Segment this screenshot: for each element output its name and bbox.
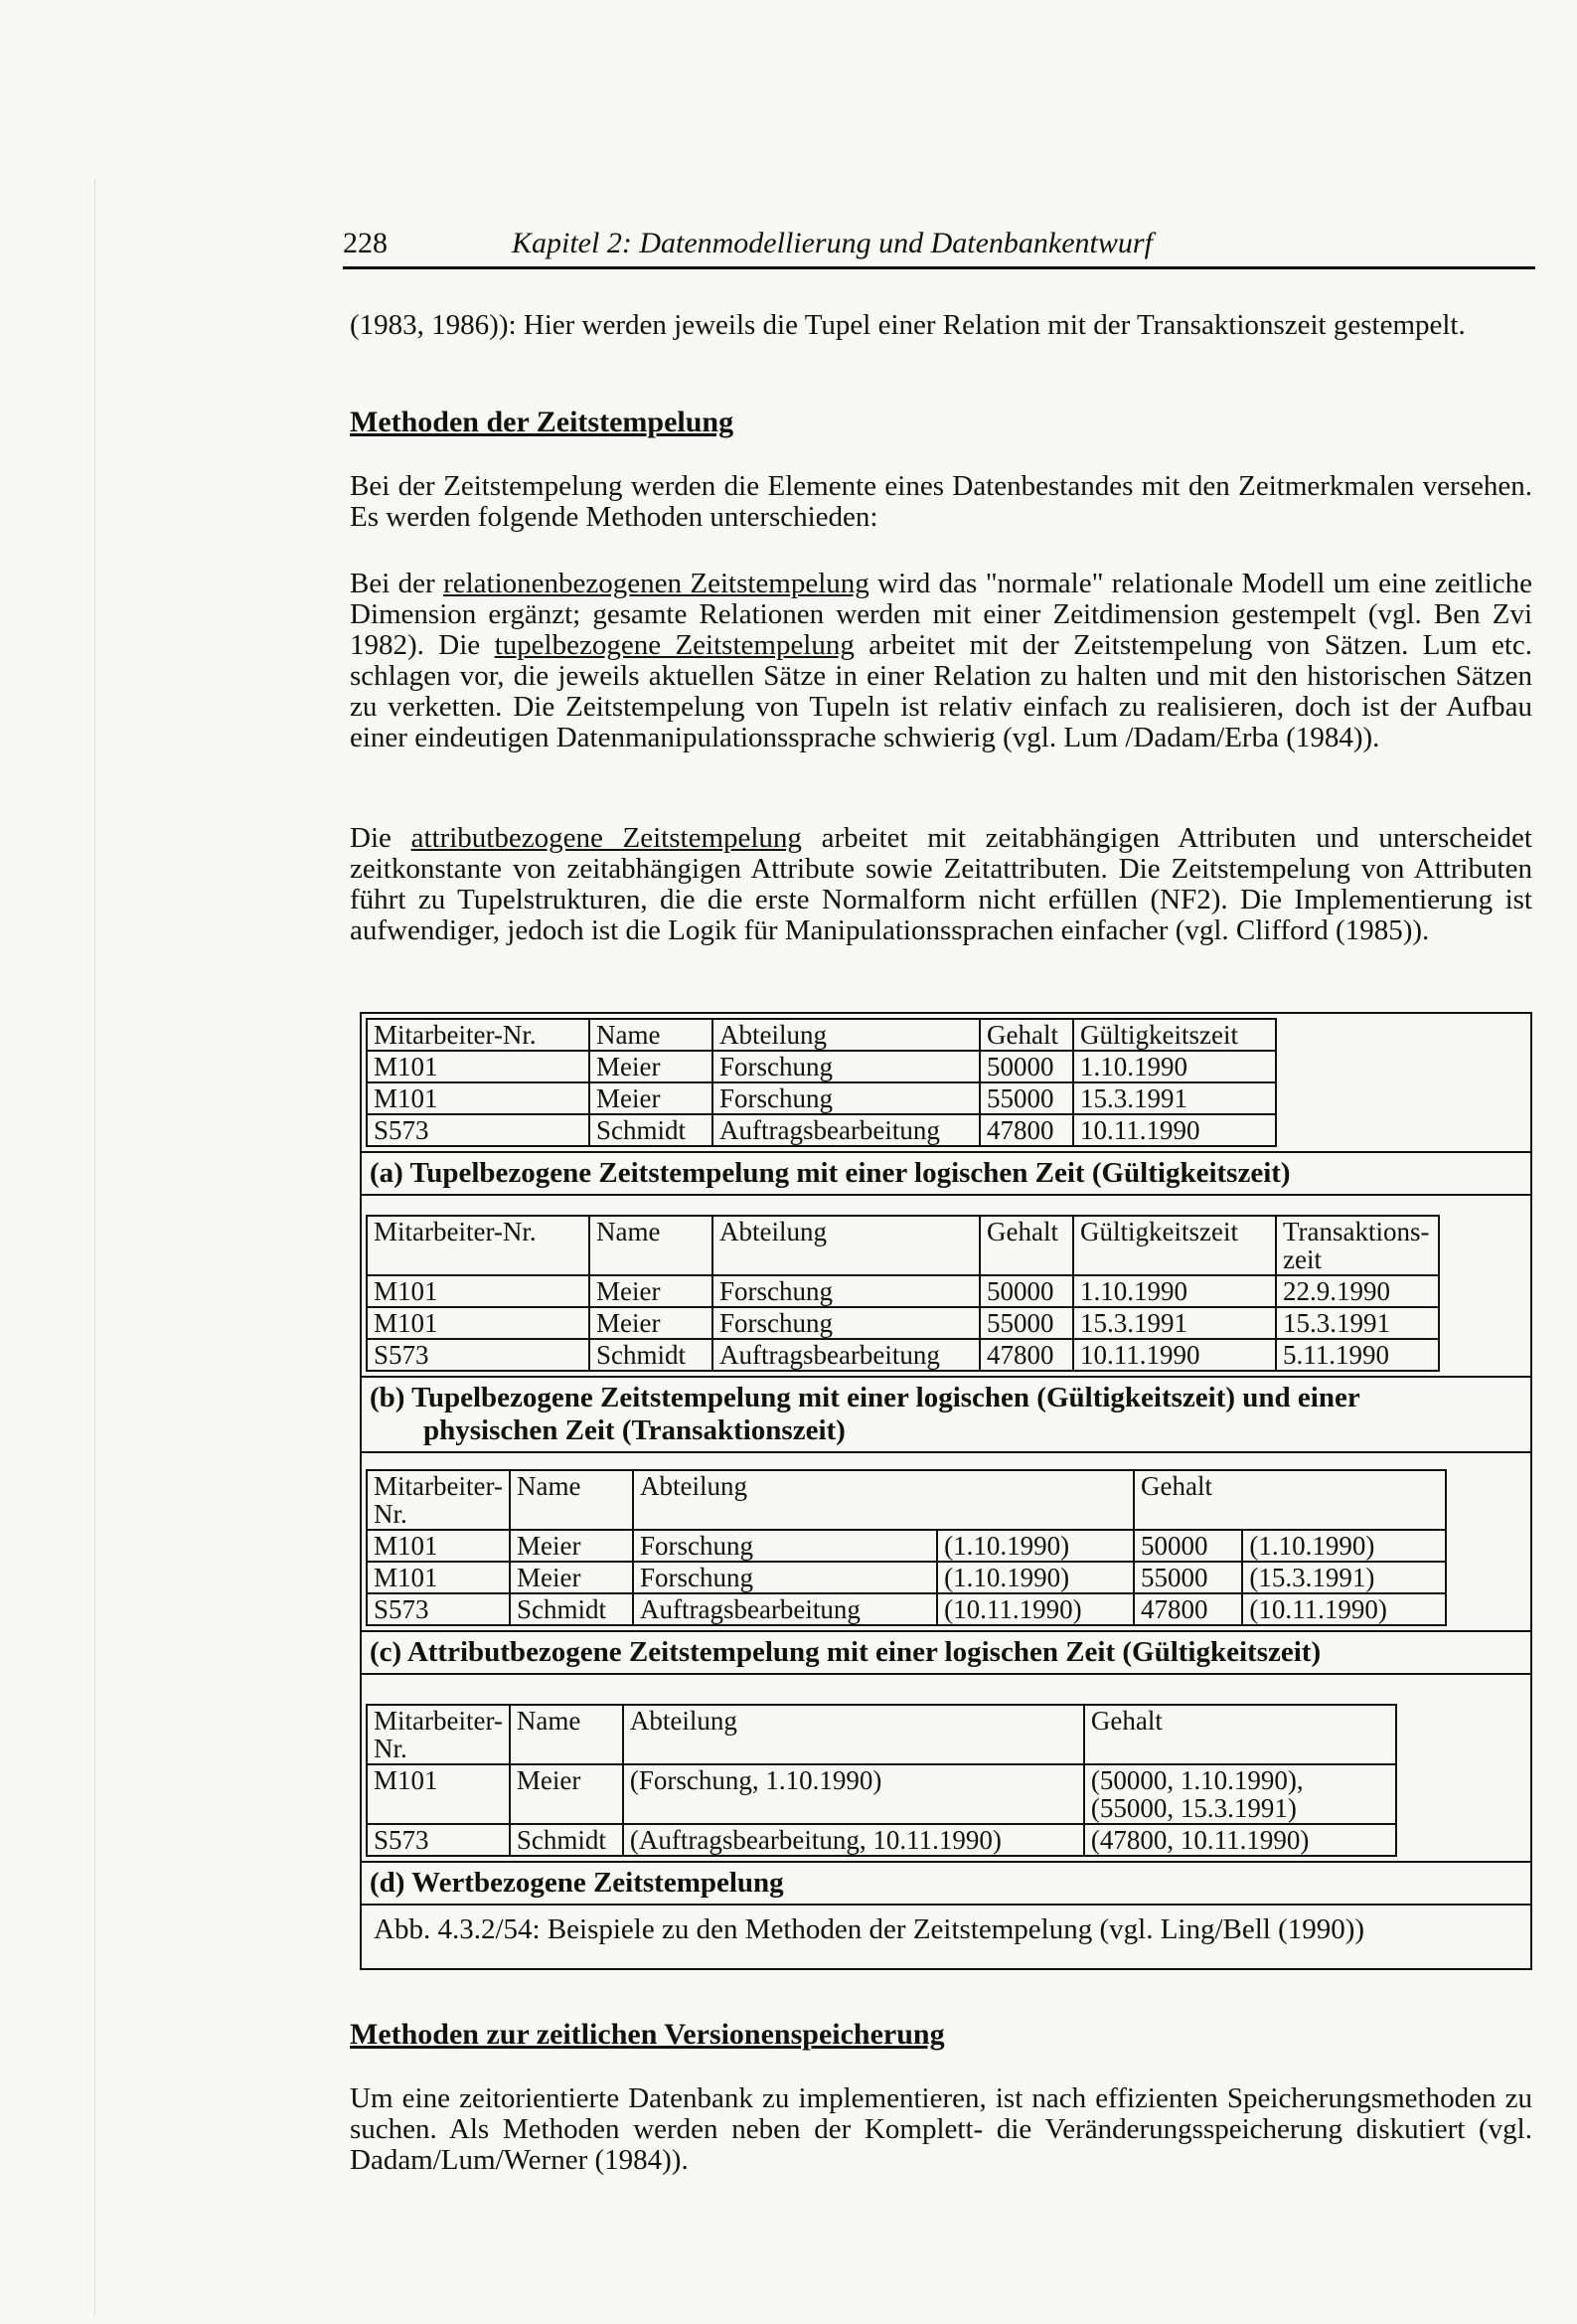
table-cell: S573 (367, 1339, 589, 1371)
table-cell: M101 (367, 1051, 589, 1082)
table-cell: 55000 (1134, 1562, 1242, 1593)
table-cell: 47800 (1134, 1593, 1242, 1625)
table-cell: Meier (510, 1764, 623, 1824)
table-cell: Gehalt (980, 1019, 1073, 1051)
table-cell: Mitarbeiter-Nr. (367, 1216, 589, 1275)
table-cell: Gültigkeitszeit (1073, 1216, 1276, 1275)
table-cell: 22.9.1990 (1276, 1275, 1439, 1307)
table-cell: 50000 (980, 1275, 1073, 1307)
table-cell: 15.3.1991 (1276, 1307, 1439, 1339)
chapter-title: Kapitel 2: Datenmodellierung und Datenbankentwurf (512, 227, 1153, 259)
table-row (367, 1082, 1276, 1114)
table-cell: 47800 (980, 1339, 1073, 1371)
table-cell: Forschung (712, 1051, 980, 1082)
table-cell: (Auftragsbearbeitung, 10.11.1990) (623, 1824, 1084, 1856)
table-cell: Forschung (712, 1307, 980, 1339)
p3-text-b: arbeitet mit zeitabhängigen Attributen und unterscheidet zeitkonstante von zeitabhängigen Attribute sowie Zeitattributen. Die Zeitstempelung von Attributen führt zu Tupelstrukturen, die die erste Normalform nicht erfüllen (NF2). Die Implementierung ist aufwendiger, jedoch ist die Logik für Manipulationssprachen einfacher (vgl. Clifford (1985)). (350, 822, 1532, 946)
table-cell: M101 (367, 1082, 589, 1114)
table-cell: 50000 (980, 1051, 1073, 1082)
table-c (366, 1469, 1447, 1626)
caption-c: (c) Attributbezogene Zeitstempelung mit einer logischen Zeit (Gültigkeitszeit) (362, 1630, 1530, 1675)
table-cell: (15.3.1991) (1242, 1562, 1446, 1593)
term-tupelbezogen: tupelbezogene Zeitstempelung (494, 629, 855, 661)
table-cell: S573 (367, 1824, 510, 1856)
table-cell: Gehalt (1084, 1705, 1396, 1764)
table-cell: 5.11.1990 (1276, 1339, 1439, 1371)
table-cell: Abteilung (712, 1019, 980, 1051)
table-cell: Gehalt (980, 1216, 1073, 1275)
table-cell: (Forschung, 1.10.1990) (623, 1764, 1084, 1824)
table-cell: Schmidt (589, 1114, 712, 1146)
figure-zeitstempelung (360, 1012, 1532, 1970)
table-cell: Name (510, 1470, 633, 1530)
caption-d: (d) Wertbezogene Zeitstempelung (362, 1861, 1530, 1906)
figure-part-a (362, 1018, 1530, 1196)
table-cell: 55000 (980, 1307, 1073, 1339)
table-cell: Schmidt (589, 1339, 712, 1371)
table-a-header (367, 1019, 1276, 1051)
table-cell: (1.10.1990) (937, 1530, 1134, 1562)
table-cell: Abteilung (623, 1705, 1084, 1764)
table-cell: Forschung (712, 1082, 980, 1114)
table-cell: Schmidt (510, 1824, 623, 1856)
table-b (366, 1215, 1440, 1372)
table-cell: 10.11.1990 (1073, 1114, 1276, 1146)
caption-b-line1: (b) Tupelbezogene Zeitstempelung mit einer logischen (Gültigkeitszeit) und einer (370, 1382, 1360, 1413)
table-cell: Forschung (633, 1562, 937, 1593)
table-cell: Meier (589, 1275, 712, 1307)
table-cell: Name (589, 1216, 712, 1275)
caption-b-line2: physischen Zeit (Transaktionszeit) (423, 1414, 846, 1446)
page-header (343, 217, 1535, 269)
table-d-header (367, 1705, 1396, 1764)
caption-b (362, 1376, 1530, 1453)
table-cell: M101 (367, 1275, 589, 1307)
table-cell: Meier (589, 1082, 712, 1114)
figure-part-b (362, 1215, 1530, 1453)
table-cell: Gehalt (1134, 1470, 1446, 1530)
table-cell: Name (589, 1019, 712, 1051)
table-cell: 1.10.1990 (1073, 1275, 1276, 1307)
table-cell: M101 (367, 1530, 510, 1562)
p3-text-a: Die (350, 822, 411, 854)
table-cell: Auftragsbearbeitung (712, 1339, 980, 1371)
paragraph-1: Bei der Zeitstempelung werden die Elemente eines Datenbestandes mit den Zeitmerkmalen versehen. Es werden folgende Methoden unterschieden: (350, 470, 1532, 533)
table-c-header (367, 1470, 1446, 1530)
section-heading-zeitstempelung: Methoden der Zeitstempelung (350, 406, 734, 438)
table-cell (1084, 1764, 1396, 1824)
table-row (367, 1114, 1276, 1146)
table-cell: (1.10.1990) (1242, 1530, 1446, 1562)
table-cell: M101 (367, 1307, 589, 1339)
table-cell: M101 (367, 1562, 510, 1593)
table-cell: Mitarbeiter-Nr. (367, 1705, 510, 1764)
table-row (367, 1275, 1439, 1307)
table-b-header (367, 1216, 1439, 1275)
table-row (367, 1764, 1396, 1824)
table-row (367, 1051, 1276, 1082)
table-cell: Name (510, 1705, 623, 1764)
table-row (367, 1530, 1446, 1562)
table-row (367, 1593, 1446, 1625)
gehalt-line2: (55000, 15.3.1991) (1090, 1793, 1297, 1823)
binding-edge (94, 179, 125, 2316)
caption-a: (a) Tupelbezogene Zeitstempelung mit einer logischen Zeit (Gültigkeitszeit) (362, 1151, 1530, 1196)
table-cell: 10.11.1990 (1073, 1339, 1276, 1371)
table-row (367, 1339, 1439, 1371)
table-cell: (10.11.1990) (937, 1593, 1134, 1625)
table-cell: Abteilung (633, 1470, 1134, 1530)
table-row (367, 1824, 1396, 1856)
table-cell: Mitarbeiter-Nr. (367, 1470, 510, 1530)
table-cell: 15.3.1991 (1073, 1082, 1276, 1114)
table-cell: 15.3.1991 (1073, 1307, 1276, 1339)
page-number: 228 (343, 227, 388, 259)
table-cell: 1.10.1990 (1073, 1051, 1276, 1082)
table-cell: Meier (589, 1051, 712, 1082)
table-cell: Gültigkeitszeit (1073, 1019, 1276, 1051)
figure-caption: Abb. 4.3.2/54: Beispiele zu den Methoden der Zeitstempelung (vgl. Ling/Bell (1990)) (374, 1913, 1365, 1945)
table-a (366, 1018, 1277, 1147)
table-cell: Meier (589, 1307, 712, 1339)
paragraph-2 (350, 569, 1532, 753)
paragraph-4: Um eine zeitorientierte Datenbank zu implementieren, ist nach effizienten Speicherungsmethoden zu suchen. Als Methoden werden neben der Komplett- die Veränderungsspeicherung diskutiert (vgl. Dadam/Lum/Werner (1984)). (350, 2082, 1532, 2176)
gehalt-line1: (50000, 1.10.1990), (1090, 1765, 1304, 1795)
table-cell: Auftragsbearbeitung (633, 1593, 937, 1625)
p2-text-c: arbeitet mit der Zeitstempelung von Sätzen. Lum etc. schlagen vor, die jeweils aktuellen Sätze in einer Relation zu halten und mit den historischen Sätzen zu verketten. Die Zeitstempelung von Tupeln ist relativ einfach zu realisieren, doch ist der Aufbau einer eindeutigen Datenmanipulationssprache schwierig (vgl. Lum /Dadam/Erba (1984)). (350, 629, 1533, 753)
table-cell: 55000 (980, 1082, 1073, 1114)
table-cell: S573 (367, 1114, 589, 1146)
table-cell: Meier (510, 1562, 633, 1593)
table-d (366, 1704, 1397, 1857)
table-cell: Abteilung (712, 1216, 980, 1275)
table-cell: S573 (367, 1593, 510, 1625)
table-cell: (47800, 10.11.1990) (1084, 1824, 1396, 1856)
term-attributbezogen: attributbezogene Zeitstempelung (410, 822, 802, 854)
p2-text-a: Bei der (350, 568, 444, 599)
table-cell: Transaktions-zeit (1276, 1216, 1439, 1275)
p2-text-b: wird das "normale" relationale Modell um eine zeitliche Dimension ergänzt; gesamte Relationen werden mit einer Zeitdimension gestempelt (vgl. Ben Zvi 1982). Die (350, 568, 1532, 661)
table-cell: Forschung (633, 1530, 937, 1562)
table-cell: Mitarbeiter-Nr. (367, 1019, 589, 1051)
term-relationenbezogen: relationenbezogenen Zeitstempelung (443, 568, 869, 599)
intro-paragraph: (1983, 1986)): Hier werden jeweils die Tupel einer Relation mit der Transaktionszeit gestempelt. (350, 309, 1466, 341)
table-cell: M101 (367, 1764, 510, 1824)
table-cell: Schmidt (510, 1593, 633, 1625)
table-row (367, 1307, 1439, 1339)
section-heading-versionenspeicherung: Methoden zur zeitlichen Versionenspeicherung (350, 2018, 945, 2051)
table-cell: Auftragsbearbeitung (712, 1114, 980, 1146)
table-cell: 47800 (980, 1114, 1073, 1146)
table-cell: 50000 (1134, 1530, 1242, 1562)
figure-part-c (362, 1469, 1530, 1675)
table-cell: (1.10.1990) (937, 1562, 1134, 1593)
table-cell: (10.11.1990) (1242, 1593, 1446, 1625)
table-cell: Meier (510, 1530, 633, 1562)
table-cell: Forschung (712, 1275, 980, 1307)
paragraph-3 (350, 823, 1532, 946)
figure-part-d (362, 1704, 1530, 1906)
table-row (367, 1562, 1446, 1593)
